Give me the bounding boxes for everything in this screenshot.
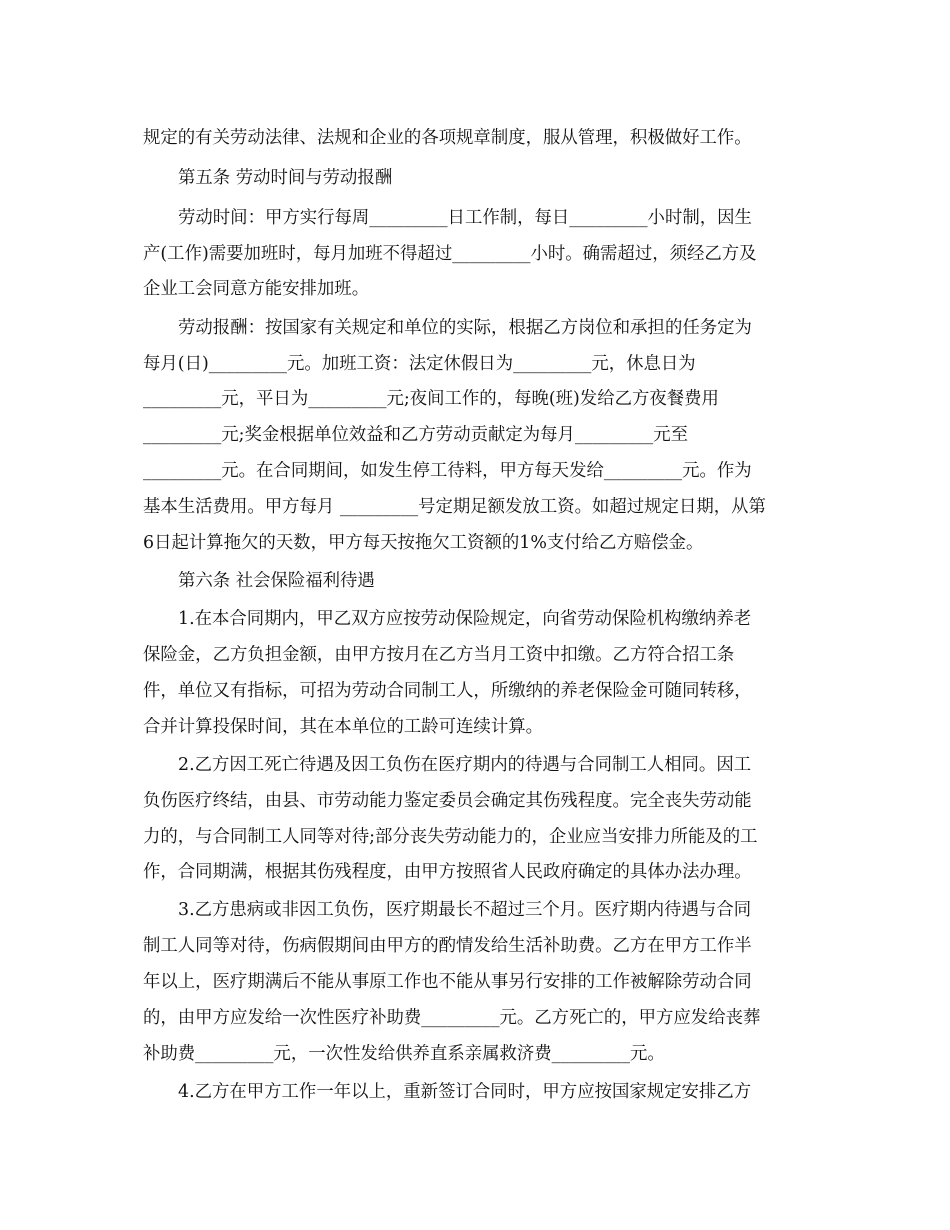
text-line: _________元;奖金根据单位效益和乙方劳动贡献定为每月_________元至 [143,425,688,445]
text-line: 合并计算投保时间，其在本单位的工龄可连续计算。 [143,717,543,737]
text-line: 2.乙方因工死亡待遇及因工负伤在医疗期内的待遇与合同制工人相同。因工 [178,755,752,775]
text-line: 保险金，乙方负担金额，由甲方按月在乙方当月工资中扣缴。乙方符合招工条 [143,645,735,665]
text-line: _________元，平日为_________元;夜间工作的，每晚(班)发给乙方夜餐费用 [143,389,719,409]
text-line: 产(工作)需要加班时，每月加班不得超过_________小时。确需超过，须经乙方及 [143,244,757,264]
text-line: 补助费_________元，一次性发给供养直系亲属救济费_________元。 [143,1044,665,1064]
text-line: 规定的有关劳动法律、法规和企业的各项规章制度，服从管理，积极做好工作。 [143,128,752,148]
text-line: 负伤医疗终结，由县、市劳动能力鉴定委员会确定其伤残程度。完全丧失劳动能 [143,791,752,811]
text-line: 制工人同等对待，伤病假期间由甲方的酌情发给生活补助费。乙方在甲方工作半 [143,936,752,956]
text-line: 企业工会同意方能安排加班。 [143,279,370,299]
text-line: 件，单位又有指标，可招为劳动合同制工人，所缴纳的养老保险金可随同转移， [143,681,752,701]
text-line: 作，合同期满，根据其伤残程度，由甲方按照省人民政府确定的具体办法办理。 [143,862,752,882]
text-line: 基本生活费用。甲方每月 _________号定期足额发放工资。如超过规定日期，从第 [143,497,766,517]
text-line: 1.在本合同期内，甲乙双方应按劳动保险规定，向省劳动保险机构缴纳养老 [178,609,752,629]
text-line: 的，由甲方应发给一次性医疗补助费_________元。乙方死亡的，甲方应发给丧葬 [143,1008,761,1028]
text-line: 劳动报酬：按国家有关规定和单位的实际，根据乙方岗位和承担的任务定为 [178,318,752,338]
article-5-heading: 第五条 劳动时间与劳动报酬 [178,168,393,188]
article-6-heading: 第六条 社会保险福利待遇 [178,571,375,591]
text-line: 每月(日)_________元。加班工资：法定休假日为_________元，休息日为 [143,354,696,374]
text-line: 劳动时间：甲方实行每周_________日工作制，每日_________小时制，因生 [178,208,752,228]
text-line: 6日起计算拖欠的天数，甲方每天按拖欠工资额的1%支付给乙方赔偿金。 [143,533,704,553]
text-line: 年以上，医疗期满后不能从事原工作也不能从事另行安排的工作被解除劳动合同 [143,972,752,992]
text-line: 4.乙方在甲方工作一年以上，重新签订合同时，甲方应按国家规定安排乙方 [178,1082,752,1102]
text-line: 3.乙方患病或非因工负伤，医疗期最长不超过三个月。医疗期内待遇与合同 [178,900,752,920]
text-line: _________元。在合同期间，如发生停工待料，甲方每天发给_________元。作为 [143,461,752,481]
text-line: 力的，与合同制工人同等对待;部分丧失劳动能力的，企业应当安排力所能及的工 [143,827,758,847]
